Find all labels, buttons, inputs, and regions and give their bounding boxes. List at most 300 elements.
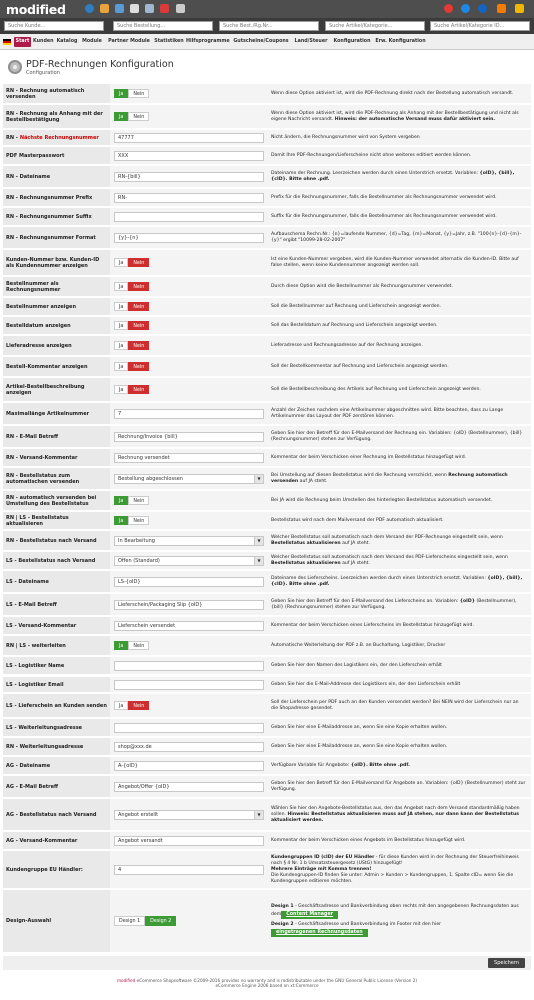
- config-row: [3, 105, 531, 129]
- description-text: [271, 855, 527, 885]
- description-text: [271, 623, 474, 629]
- row-label-text: LS - Dateiname: [6, 578, 49, 585]
- row-description: [267, 719, 531, 736]
- status-select[interactable]: [114, 536, 264, 546]
- text-input[interactable]: [114, 212, 264, 222]
- description-text: [271, 599, 527, 611]
- config-row: [3, 208, 531, 226]
- desc-tail: auf JA steht.: [342, 560, 370, 566]
- nav-partner-module[interactable]: Partner Module: [108, 39, 150, 44]
- cart-icon[interactable]: [176, 4, 185, 13]
- config-row: [3, 468, 531, 490]
- close-icon[interactable]: [160, 4, 169, 13]
- config-row: [3, 449, 531, 467]
- description-text: [271, 838, 465, 844]
- config-row: [3, 250, 531, 276]
- row-control: [110, 227, 267, 248]
- toggle-yes[interactable]: Ja: [114, 362, 128, 371]
- description-text: [271, 135, 420, 141]
- toggle-yes[interactable]: Ja: [114, 112, 128, 121]
- row-description: [267, 890, 531, 952]
- config-row: [3, 317, 531, 335]
- desc-text: Ist eine Kunden-Nummer vergeben, wird die Kunden-Nummer verwendet alternativ die Kunden-ID. Bitte auf false stellen, wenn keine Kundennummer angezeigt werden soll.: [271, 256, 519, 268]
- row-label-text: Maximallänge Artikelnummer: [6, 410, 90, 417]
- desc-text: Verfügbare Variable für Angebote:: [271, 762, 350, 768]
- description-text: [271, 904, 527, 938]
- config-row: [3, 84, 531, 104]
- toggle-yes[interactable]: Ja: [114, 701, 128, 710]
- config-row: [3, 147, 531, 165]
- toggle-yes[interactable]: Ja: [114, 258, 128, 267]
- row-label: [3, 189, 110, 206]
- row-description: [267, 738, 531, 755]
- footer: [0, 978, 534, 988]
- config-row: [3, 719, 531, 737]
- config-row: [3, 636, 531, 656]
- row-label-text: AG - Dateiname: [6, 762, 51, 769]
- row-description: [267, 832, 531, 849]
- description-text: [271, 153, 471, 159]
- page-subtitle: Configuration: [26, 70, 60, 76]
- desc-text: Suffix für die Rechnungsnummer, falls die Bestellnummer als Rechnungsnummer verwendet wird.: [271, 213, 497, 219]
- chevron-down-icon[interactable]: ▼: [254, 557, 263, 565]
- yes-no-toggle: [114, 112, 149, 121]
- row-label-text: Artikel-Bestellbeschreibung anzeigen: [6, 383, 85, 396]
- config-row: [3, 491, 531, 511]
- desc-text: Automatische Weiterleitung der PDF z.B. an Buchaltung, Logistiker, Drucker: [271, 642, 446, 648]
- text-input[interactable]: 4: [114, 865, 264, 875]
- status-select[interactable]: [114, 810, 264, 820]
- chevron-down-icon[interactable]: ▼: [254, 537, 263, 545]
- row-label-highlight: Nächste Rechnungsnummer: [19, 134, 99, 141]
- select-value: In Bearbeitung: [118, 537, 155, 544]
- text-input[interactable]: [114, 680, 264, 690]
- yes-no-toggle: [114, 385, 149, 394]
- nav-erw-konfiguration[interactable]: Erw. Konfiguration: [375, 39, 426, 44]
- row-description: [267, 449, 531, 466]
- toggle-yes[interactable]: Ja: [114, 385, 128, 394]
- config-row: [3, 890, 531, 953]
- config-row: [3, 130, 531, 146]
- desc-text: Anzahl der Zeichen nachdem eine Artikelnummer abgeschnitten wird. Bitte beachten, dass zu Lange Artikelnummer das Layout der PDF zerstören können.: [271, 407, 504, 419]
- row-control: [110, 105, 267, 128]
- toggle-no[interactable]: Nein: [128, 302, 149, 311]
- description-text: [271, 535, 527, 547]
- row-description: [267, 317, 531, 334]
- row-label-text: Kundengruppe EU Händler:: [6, 866, 83, 873]
- toggle-yes[interactable]: Ja: [114, 321, 128, 330]
- description-text: [271, 91, 513, 97]
- desc-bold: Bestellstatus aktualisieren: [271, 540, 341, 546]
- toggle-no[interactable]: Nein: [128, 321, 149, 330]
- row-label-text: RN - Rechnung automatisch versenden: [6, 87, 85, 100]
- config-row: [3, 277, 531, 297]
- text-input[interactable]: A-{oID}: [114, 761, 264, 771]
- logout-icon[interactable]: [515, 4, 524, 13]
- desc-bold: {oID}. Bitte ohne .pdf.: [350, 762, 410, 768]
- search-product-input[interactable]: Suche Artikel/Kategorie...: [325, 21, 425, 31]
- row-label-text: Design-Auswahl: [6, 918, 52, 924]
- text-input[interactable]: Angebot/Offer {oID}: [114, 782, 264, 792]
- row-control: [110, 594, 267, 615]
- config-row: [3, 799, 531, 831]
- description-text: [271, 473, 527, 485]
- nav-katalog[interactable]: Katalog: [56, 39, 78, 44]
- text-input[interactable]: XXX: [114, 151, 264, 161]
- config-row: [3, 336, 531, 356]
- yes-no-toggle: [114, 641, 149, 650]
- row-label-text: AG - Bestellstatus nach Versand: [6, 811, 97, 818]
- chevron-down-icon[interactable]: ▼: [254, 475, 263, 483]
- text-input[interactable]: Rechnung/Invoice {bill}: [114, 432, 264, 442]
- row-label: [3, 298, 110, 315]
- row-description: [267, 571, 531, 592]
- description-text: [271, 663, 442, 669]
- design-selector: [114, 916, 176, 926]
- list-icon[interactable]: [145, 4, 154, 13]
- row-label: [3, 449, 110, 466]
- row-control: [110, 277, 267, 296]
- row-label-text: LS - E-Mail Betreff: [6, 601, 57, 608]
- nav-statistiken[interactable]: Statistiken: [154, 39, 184, 44]
- config-row: [3, 298, 531, 316]
- description-text: [271, 518, 444, 524]
- desc-bold: {oID}, {bill}, {cID}. Bitte ohne .pdf.: [271, 575, 523, 587]
- row-label: [3, 491, 110, 510]
- toggle-yes[interactable]: Ja: [114, 282, 128, 291]
- text-input[interactable]: {y}-{n}: [114, 233, 264, 243]
- toggle-yes[interactable]: Ja: [114, 516, 128, 525]
- text-input[interactable]: 7: [114, 409, 264, 419]
- toggle-no[interactable]: Nein: [128, 258, 149, 267]
- toggle-no[interactable]: Nein: [128, 701, 149, 710]
- text-input[interactable]: [114, 661, 264, 671]
- config-row: [3, 166, 531, 188]
- config-row: [3, 357, 531, 377]
- design-1-title: Design 1: [271, 904, 294, 909]
- row-label-text: Bestell-Kommentar anzeigen: [6, 363, 88, 370]
- row-control: [110, 890, 267, 952]
- design-option[interactable]: Design 2: [145, 916, 176, 926]
- row-label: [3, 277, 110, 296]
- config-row: [3, 426, 531, 448]
- desc-text: Prefix für die Rechnungsnummer, falls die Bestellnummer als Rechnungsnummer verwendet wird.: [271, 194, 497, 200]
- nav-module[interactable]: Module: [82, 39, 102, 44]
- desc-text: Kommentar der beim Verschicken eines Angebots im Bestellstatus hinzugefügt wird.: [271, 837, 466, 843]
- description-text: [271, 806, 527, 824]
- description-text: [271, 725, 447, 731]
- row-control: [110, 617, 267, 634]
- row-label-text: RN | LS - Bestellstatus aktualisieren: [6, 514, 69, 527]
- row-description: [267, 336, 531, 355]
- row-control: [110, 799, 267, 830]
- desc-bold: Kundengruppen ID (cID) der EU Händler: [271, 854, 375, 860]
- description-text: [271, 576, 527, 588]
- row-label: [3, 512, 110, 529]
- row-control: [110, 571, 267, 592]
- yes-no-toggle: [114, 701, 149, 710]
- row-label: [3, 378, 110, 401]
- row-description: [267, 851, 531, 888]
- save-button[interactable]: Speichern: [488, 958, 525, 968]
- row-label-text: LS - Lieferschein an Kunden senden: [6, 702, 107, 709]
- row-label-text: RN - Bestellstatus nach Versand: [6, 537, 97, 544]
- row-label: [3, 166, 110, 187]
- invoice-data-link[interactable]: eingetragenen Rechnungsdaten: [271, 929, 368, 937]
- row-label-text: Bestellnummer anzeigen: [6, 303, 77, 310]
- config-row: [3, 594, 531, 616]
- row-label-text: RN - Versand-Kommentar: [6, 454, 78, 461]
- description-text: [271, 214, 497, 220]
- text-input[interactable]: RN-{bill}: [114, 172, 264, 182]
- toggle-no[interactable]: Nein: [128, 385, 149, 394]
- nav-hilfsprogramme[interactable]: Hilfsprogramme: [186, 39, 230, 44]
- config-row: [3, 832, 531, 850]
- desc-text: Dateiname der Rechnung. Leerzeichen werden durch einen Unterstrich ersetzt. Variablen:: [271, 170, 479, 176]
- row-control: [110, 250, 267, 275]
- design-2-text: - Geschäftsadresse und Bankverbindung im Footer mit den hier: [295, 922, 442, 927]
- nav-konfiguration[interactable]: Konfiguration: [333, 39, 371, 44]
- desc-text: - für diese Kunden wird in der Rechnung der Steuerfreihinweis nach § 4 Nr. 1 b Umsatzsteuergesetz (UStG) hinzugefügt!: [271, 854, 519, 866]
- support-icon[interactable]: [444, 4, 453, 13]
- globe-icon[interactable]: [85, 4, 94, 13]
- desc-text: Soll der Bestellkommentar auf Rechnung und Lieferschein angezeigt werden.: [271, 363, 449, 369]
- row-control: [110, 776, 267, 797]
- row-label-text: LS - Versand-Kommentar: [6, 622, 77, 629]
- search-customer-input[interactable]: Suche Kunde...: [4, 21, 104, 31]
- toggle-no[interactable]: Nein: [128, 341, 149, 350]
- config-row: [3, 403, 531, 425]
- toggle-no[interactable]: Nein: [128, 496, 149, 505]
- search-bar: [0, 18, 534, 34]
- toggle-no[interactable]: Nein: [128, 516, 149, 525]
- description-text: [271, 284, 453, 290]
- chevron-down-icon[interactable]: ▼: [254, 811, 263, 819]
- yes-no-toggle: [114, 362, 149, 371]
- desc-text: Dateiname des Lieferscheins. Leerzeichen werden durch einen Unterstrich ersetzt. Variablen:: [271, 575, 486, 581]
- row-control: [110, 166, 267, 187]
- status-select[interactable]: [114, 474, 264, 484]
- row-description: [267, 468, 531, 489]
- toggle-no[interactable]: Nein: [128, 89, 149, 98]
- yes-no-toggle: [114, 89, 149, 98]
- text-input[interactable]: RN-: [114, 193, 264, 203]
- row-label-text: LS - Logistiker Email: [6, 681, 64, 688]
- row-description: [267, 491, 531, 510]
- desc-bold: Bestellstatus aktualisieren: [271, 560, 341, 566]
- desc-bold: {oID}, {bill}, {cID}. Bitte ohne .pdf.: [271, 170, 515, 182]
- row-label-text: PDF Masterpasswort: [6, 152, 65, 159]
- nav-gutscheine[interactable]: Gutscheine/Coupons: [233, 39, 289, 44]
- row-description: [267, 130, 531, 145]
- row-control: [110, 317, 267, 334]
- config-row: [3, 189, 531, 207]
- text-input[interactable]: Lieferschein versendet: [114, 621, 264, 631]
- toggle-no[interactable]: Nein: [128, 112, 149, 121]
- description-text: [271, 257, 527, 269]
- row-label: [3, 250, 110, 275]
- text-input[interactable]: LS-{oID}: [114, 577, 264, 587]
- top-bar: [0, 0, 534, 18]
- row-control: [110, 336, 267, 355]
- row-control: [110, 694, 267, 717]
- description-text: [271, 111, 527, 123]
- desc-text: Geben Sie hier den Namen des Logistikers ein, der den Lieferschein erhält: [271, 662, 442, 668]
- config-row: [3, 571, 531, 593]
- row-description: [267, 147, 531, 164]
- row-label: [3, 799, 110, 830]
- row-description: [267, 166, 531, 187]
- chart-icon[interactable]: [115, 4, 124, 13]
- desc-text: Kommentar der beim Verschicken einer Rechnung im Bestellstatus hinzugefügt wird.: [271, 454, 467, 460]
- row-description: [267, 105, 531, 128]
- text-input[interactable]: 47777: [114, 133, 264, 143]
- select-value: Angebot erstellt: [118, 811, 159, 818]
- description-text: [271, 364, 449, 370]
- row-label: [3, 317, 110, 334]
- row-label: [3, 617, 110, 634]
- row-label-text: RN - Bestellstatus zum automatischen versenden: [6, 472, 80, 485]
- page-title: PDF-Rechnungen Konfiguration: [26, 59, 174, 70]
- design-1-text: - Geschäftsadresse und Bankverbindung oben rechts mit den angegebenen Rechnungsdaten aus dem: [271, 904, 519, 917]
- row-label-text: RN - Dateiname: [6, 173, 51, 180]
- toggle-no[interactable]: Nein: [128, 282, 149, 291]
- row-description: [267, 378, 531, 401]
- row-label: [3, 147, 110, 164]
- row-control: [110, 677, 267, 692]
- toggle-yes[interactable]: Ja: [114, 89, 128, 98]
- footer-brand[interactable]: modified: [116, 978, 136, 983]
- desc-text: Damit Ihre PDF-Rechnungen/Lieferscheine nicht ohne weiteres editiert werden können.: [271, 152, 472, 158]
- row-control: [110, 832, 267, 849]
- desc-text: Wenn diese Option aktiviert ist, wird die PDF-Rechnung direkt nach der Bestellung automatisch versandt.: [271, 90, 514, 96]
- description-text: [271, 643, 445, 649]
- row-description: [267, 208, 531, 225]
- row-control: [110, 531, 267, 550]
- description-text: [271, 387, 481, 393]
- desc-bold: Hinweis: der automatische Versand muss dafür aktiviert sein.: [334, 116, 496, 122]
- rss-icon[interactable]: [497, 4, 506, 13]
- row-label-text: RN - Weiterleitungsadresse: [6, 743, 84, 750]
- row-control: [110, 298, 267, 315]
- desc-text: Wählen Sie hier den Angebote-Bestellstatus aus, den das Angebot nach dem Versand standardmäßig haben sollen.: [271, 805, 520, 817]
- status-select[interactable]: [114, 556, 264, 566]
- row-control: [110, 189, 267, 206]
- search-invoice-input[interactable]: Suche Best./Rg.Nr...: [219, 21, 319, 31]
- nav-start[interactable]: Start: [14, 37, 31, 47]
- info-icon[interactable]: [478, 4, 487, 13]
- save-bar: [3, 956, 531, 970]
- desc-bold: Rechnung automatisch versenden: [271, 472, 508, 484]
- toggle-yes[interactable]: Ja: [114, 302, 128, 311]
- toggle-yes[interactable]: Ja: [114, 641, 128, 650]
- row-label: [3, 84, 110, 103]
- desc-text: Geben Sie hier den Betreff für den E-Mailversand der Rechnung ein. Variablen: {oID} (Bestellnummer), {bill} (Rechnungsnummer) stehen zur Verfügung.: [271, 430, 523, 442]
- toggle-yes[interactable]: Ja: [114, 496, 128, 505]
- row-control: [110, 657, 267, 674]
- row-control: [110, 552, 267, 569]
- row-label: [3, 426, 110, 447]
- select-value: Offen (Standard): [118, 557, 160, 564]
- row-description: [267, 298, 531, 315]
- row-description: [267, 250, 531, 275]
- row-control: [110, 757, 267, 774]
- logo[interactable]: modified: [6, 2, 66, 17]
- config-row: [3, 677, 531, 693]
- row-label: [3, 719, 110, 736]
- yes-no-toggle: [114, 496, 149, 505]
- search-product-id-input[interactable]: Suche Artikel/Kategorie ID...: [430, 21, 530, 31]
- row-label-text: RN -: [6, 134, 18, 141]
- row-label: [3, 738, 110, 755]
- document-icon[interactable]: [130, 4, 139, 13]
- description-text: [271, 171, 527, 183]
- text-input[interactable]: Angebot versandt: [114, 836, 264, 846]
- help-icon[interactable]: [461, 4, 470, 13]
- row-description: [267, 357, 531, 376]
- desc-text: Geben Sie hier eine E-Mailaddresse an, wenn Sie eine Kopie erhalten wollen.: [271, 743, 448, 749]
- gear-icon: [8, 60, 22, 74]
- description-text: [271, 682, 460, 688]
- nav-kunden[interactable]: Kunden: [33, 39, 54, 44]
- people-icon[interactable]: [100, 4, 109, 13]
- text-input[interactable]: shop@xxx.de: [114, 742, 264, 752]
- config-row: [3, 378, 531, 402]
- toggle-no[interactable]: Nein: [128, 641, 149, 650]
- row-label: [3, 403, 110, 424]
- row-control: [110, 378, 267, 401]
- nav-land-steuer[interactable]: Land/Steuer: [294, 39, 328, 44]
- text-input[interactable]: Lieferschein/Packaging Slip {oID}: [114, 600, 264, 610]
- search-order-input[interactable]: Suche Bestellung...: [113, 21, 213, 31]
- description-text: [271, 455, 466, 461]
- text-input[interactable]: Rechnung versendet: [114, 453, 264, 463]
- description-text: [271, 431, 527, 443]
- footer-line1: eCommerce Shopsoftware ©2009-2016 provides no warranty and is redistributable under the GNU General Public License (Version 2): [136, 978, 418, 983]
- description-text: [271, 555, 527, 567]
- content-manager-link[interactable]: Content Manager: [281, 911, 338, 919]
- row-control: [110, 636, 267, 655]
- desc-text: Welcher Bestellstatus soll automatisch nach dem Versand der PDF-Rechnunge eingestellt sein, wenn: [271, 534, 503, 540]
- row-description: [267, 799, 531, 830]
- row-control: [110, 130, 267, 145]
- text-input[interactable]: [114, 723, 264, 733]
- description-text: [271, 498, 492, 504]
- config-row: [3, 757, 531, 775]
- design-option[interactable]: Design 1: [114, 916, 145, 926]
- description-text: [271, 195, 497, 201]
- footer-line2: eCommerce Engine 2006 based on xt:Commerce: [215, 983, 319, 988]
- desc-text: Geben Sie hier eine E-Mailaddresse an, wenn Sie eine Kopie erhalten wollen.: [271, 724, 448, 730]
- desc-text: Welcher Bestellstatus soll automatisch nach dem Versand des PDF-Lieferscheins eingestellt sein, wenn: [271, 554, 508, 560]
- config-row: [3, 512, 531, 530]
- row-label: [3, 594, 110, 615]
- toggle-no[interactable]: Nein: [128, 362, 149, 371]
- flag-icon[interactable]: [3, 39, 11, 45]
- row-description: [267, 512, 531, 529]
- row-label-text: LS - Bestellstatus nach Versand: [6, 557, 96, 564]
- desc-bold: Hinweis: Bestellstatus aktualisieren muss auf JA stehen, nur dann kann der Bestellstatus aktualisiert werden.: [271, 811, 519, 823]
- row-description: [267, 189, 531, 206]
- row-label: [3, 677, 110, 692]
- row-label-text: RN - E-Mail Betreff: [6, 433, 59, 440]
- yes-no-toggle: [114, 321, 149, 330]
- toggle-yes[interactable]: Ja: [114, 341, 128, 350]
- desc-text: Soll der Lieferschein per PDF auch an den Kunden versendet werden? Bei NEIN wird der Lieferschein nur an die Shopadresse gesendet.: [271, 699, 519, 711]
- select-value: Bestellung abgeschlossen: [118, 475, 183, 482]
- desc-text: Durch diese Option wird die Bestellnummer als Rechnungsnummer verwendet.: [271, 283, 453, 289]
- row-label-text: RN - automatisch versenden bei Umstellung des Bestellstatus: [6, 494, 97, 507]
